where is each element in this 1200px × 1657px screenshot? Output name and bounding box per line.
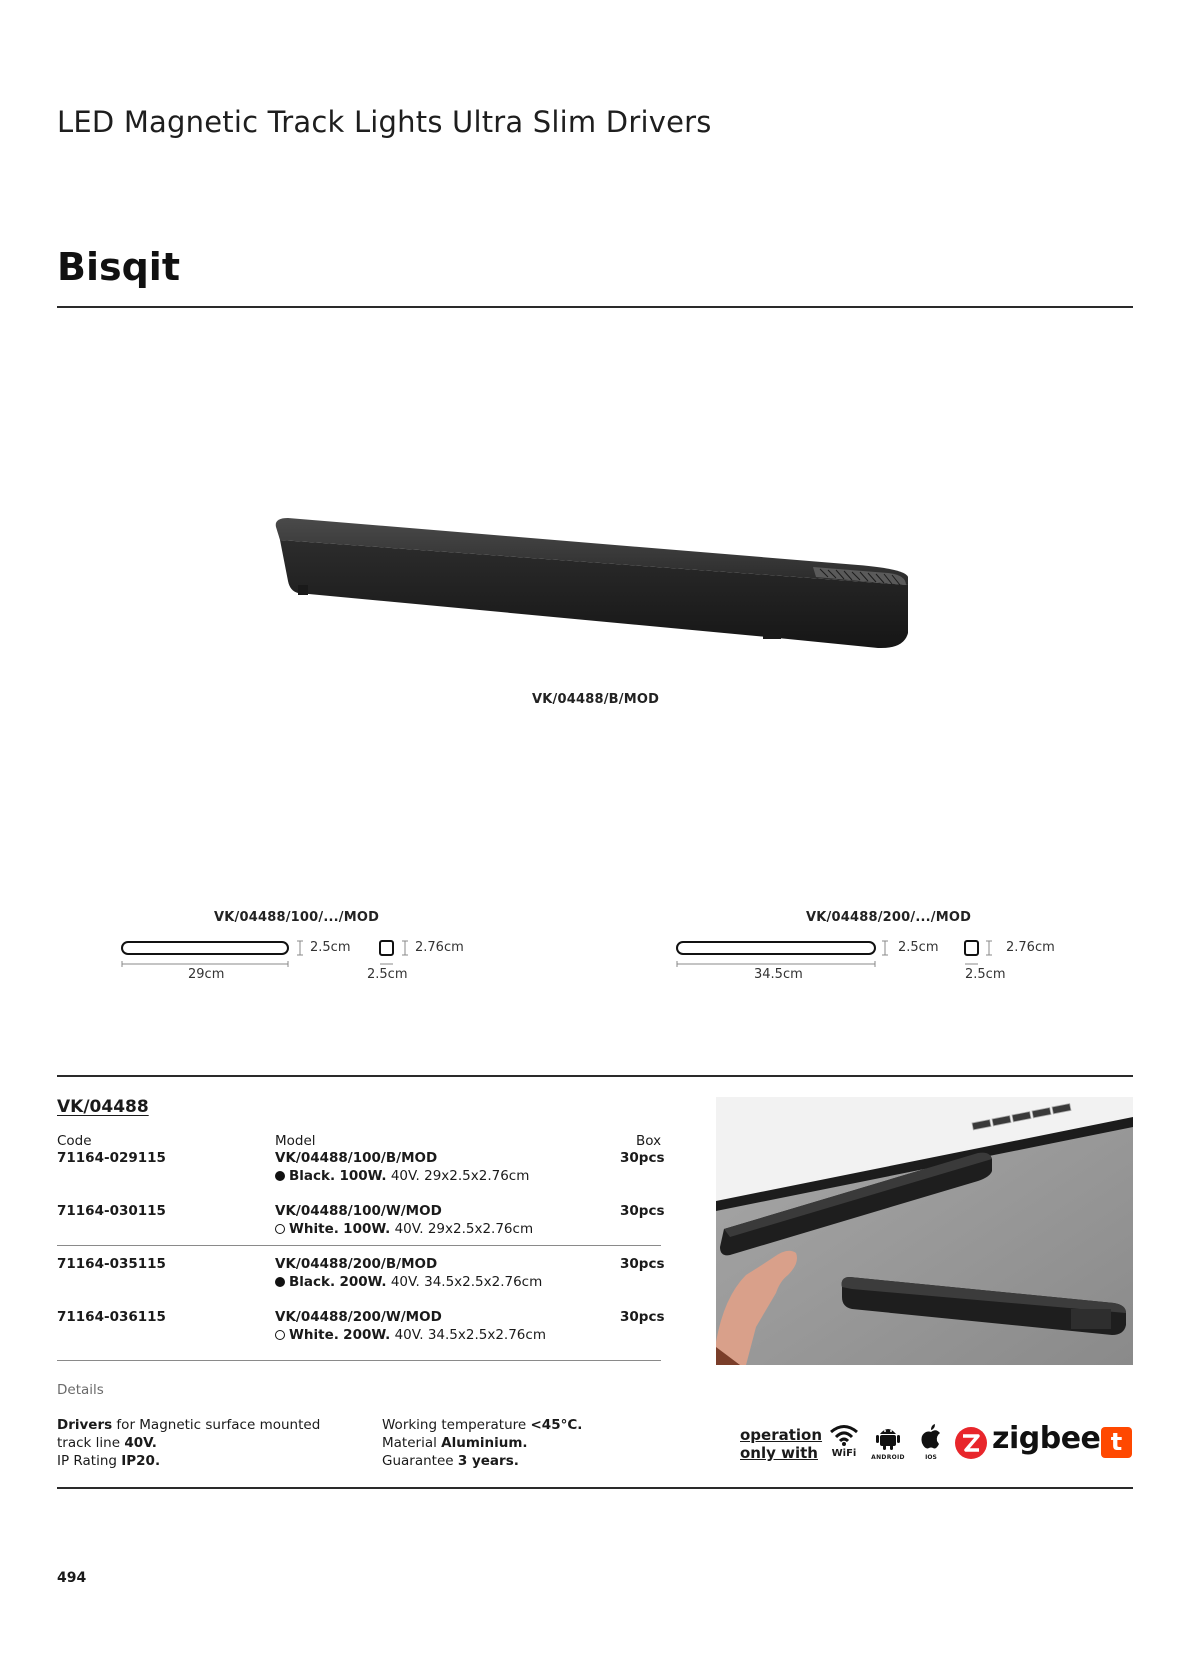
table-header-code: Code xyxy=(57,1133,92,1149)
table-row-code: 71164-035115 xyxy=(57,1256,166,1272)
footer-divider xyxy=(57,1487,1133,1489)
details-track-line: track line 40V. xyxy=(57,1435,157,1451)
details-drivers: Drivers for Magnetic surface mounted xyxy=(57,1417,321,1433)
dimension-depth-200: 2.76cm xyxy=(1006,940,1055,955)
table-row-code: 71164-036115 xyxy=(57,1309,166,1325)
table-bottom-divider xyxy=(57,1360,661,1361)
table-row-code: 71164-030115 xyxy=(57,1203,166,1219)
dimension-depth-100: 2.76cm xyxy=(415,940,464,955)
dimension-length-200: 34.5cm xyxy=(754,967,803,982)
white-color-dot xyxy=(275,1224,285,1234)
table-row-code: 71164-029115 xyxy=(57,1150,166,1166)
dimension-width-100: 2.5cm xyxy=(367,967,408,982)
product-hero-image xyxy=(268,515,918,655)
zigbee-logo-icon xyxy=(954,1426,988,1460)
table-row-box: 30pcs xyxy=(620,1203,665,1219)
android-icon xyxy=(875,1424,901,1450)
hero-caption: VK/04488/B/MOD xyxy=(532,692,660,707)
header-divider xyxy=(57,306,1133,308)
zigbee-wordmark: zigbee xyxy=(992,1421,1101,1456)
table-row-box: 30pcs xyxy=(620,1309,665,1325)
table-header-model: Model xyxy=(275,1133,316,1149)
dimension-length-100: 29cm xyxy=(188,967,225,982)
details-label: Details xyxy=(57,1382,104,1398)
section-divider xyxy=(57,1075,1133,1077)
dimension-width-200: 2.5cm xyxy=(965,967,1006,982)
table-row-model: VK/04488/200/B/MOD xyxy=(275,1256,438,1272)
white-color-dot xyxy=(275,1330,285,1340)
table-row-model: VK/04488/200/W/MOD xyxy=(275,1309,442,1325)
page-number: 494 xyxy=(57,1570,87,1586)
dimension-height-100: 2.5cm xyxy=(310,940,351,955)
table-row-model: VK/04488/100/W/MOD xyxy=(275,1203,442,1219)
table-row-spec: White. 200W. 40V. 34.5x2.5x2.76cm xyxy=(275,1327,546,1343)
section-product-code: VK/04488 xyxy=(57,1097,149,1117)
dimension-height-200: 2.5cm xyxy=(898,940,939,955)
wifi-icon xyxy=(829,1424,859,1446)
table-row-spec: Black. 100W. 40V. 29x2.5x2.76cm xyxy=(275,1168,529,1184)
details-ip-rating: IP Rating IP20. xyxy=(57,1453,161,1469)
table-group-divider xyxy=(57,1245,661,1246)
table-row-box: 30pcs xyxy=(620,1256,665,1272)
dimension-model-100: VK/04488/100/.../MOD xyxy=(214,910,380,925)
table-row-box: 30pcs xyxy=(620,1150,665,1166)
table-row-spec: White. 100W. 40V. 29x2.5x2.76cm xyxy=(275,1221,533,1237)
details-material: Material Aluminium. xyxy=(382,1435,528,1451)
black-color-dot xyxy=(275,1171,285,1181)
tuya-logo-icon: t xyxy=(1101,1427,1132,1458)
table-row-model: VK/04488/100/B/MOD xyxy=(275,1150,438,1166)
wifi-badge: WiFi xyxy=(826,1424,862,1459)
apple-icon xyxy=(920,1424,942,1450)
product-lifestyle-photo xyxy=(716,1097,1133,1365)
android-badge: ANDROID xyxy=(868,1424,908,1461)
details-guarantee: Guarantee 3 years. xyxy=(382,1453,519,1469)
product-name: Bisqit xyxy=(57,245,180,289)
page-header-title: LED Magnetic Track Lights Ultra Slim Drivers xyxy=(57,105,712,139)
black-color-dot xyxy=(275,1277,285,1287)
details-working-temperature: Working temperature <45°C. xyxy=(382,1417,583,1433)
ios-badge: IOS xyxy=(916,1424,946,1461)
table-row-spec: Black. 200W. 40V. 34.5x2.5x2.76cm xyxy=(275,1274,542,1290)
operation-label: operation only with xyxy=(740,1426,823,1462)
table-header-box: Box xyxy=(636,1133,662,1149)
dimension-model-200: VK/04488/200/.../MOD xyxy=(806,910,972,925)
